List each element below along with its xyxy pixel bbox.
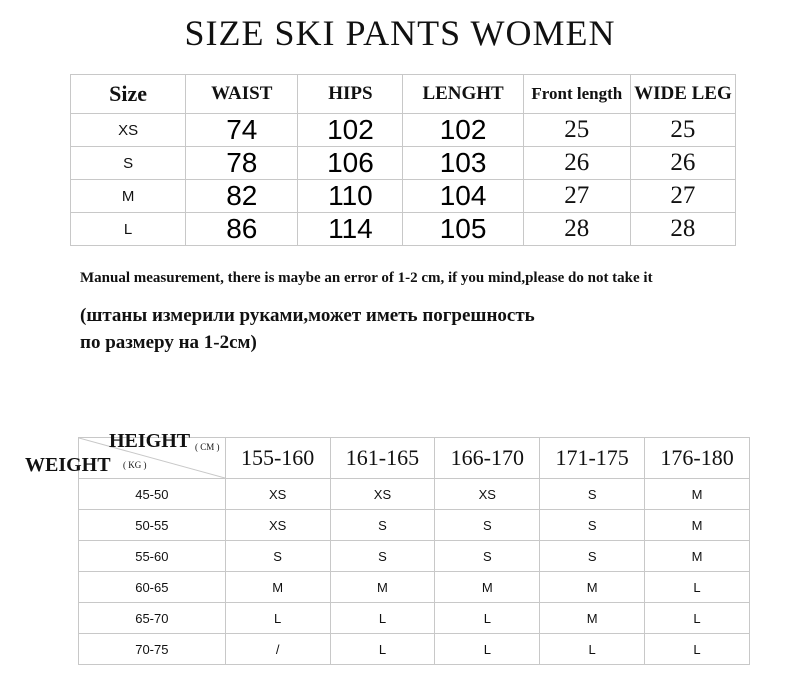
measurement-note-ru-line1: (штаны измерили руками,может иметь погрешность <box>80 305 535 326</box>
waist-cell: 78 <box>186 147 298 180</box>
table-header-row <box>79 438 750 479</box>
wide-leg-cell: 25 <box>630 114 735 147</box>
weight-range-cell: 55-60 <box>79 541 226 572</box>
waist-cell: 86 <box>186 213 298 246</box>
hips-cell: 106 <box>298 147 403 180</box>
size-cell: L <box>435 634 540 665</box>
size-cell: L <box>645 603 750 634</box>
front-length-cell: 25 <box>523 114 630 147</box>
header-size: Size <box>71 75 186 114</box>
front-length-cell: 28 <box>523 213 630 246</box>
size-cell: L <box>225 603 330 634</box>
front-length-cell: 26 <box>523 147 630 180</box>
size-cell: M <box>71 180 186 213</box>
front-length-cell: 27 <box>523 180 630 213</box>
weight-range-cell: 50-55 <box>79 510 226 541</box>
hips-cell: 114 <box>298 213 403 246</box>
header-wide-leg: WIDE LEG <box>630 75 735 114</box>
size-cell: L <box>540 634 645 665</box>
height-label: HEIGHT <box>109 430 191 452</box>
table-row <box>79 510 750 541</box>
table-row <box>79 634 750 665</box>
height-range-header: 171-175 <box>540 438 645 479</box>
size-cell: M <box>330 572 435 603</box>
table-row <box>71 213 736 246</box>
page-title: SIZE SKI PANTS WOMEN <box>184 13 616 53</box>
height-unit: ( CM ) <box>195 442 220 452</box>
size-cell: S <box>435 510 540 541</box>
header-front-length: Front length <box>523 75 630 114</box>
size-cell: L <box>330 634 435 665</box>
table-row <box>79 479 750 510</box>
measurement-note-ru-line2: по размеру на 1-2см) <box>80 332 257 353</box>
height-range-header: 161-165 <box>330 438 435 479</box>
size-cell: M <box>435 572 540 603</box>
height-range-header: 166-170 <box>435 438 540 479</box>
size-cell: S <box>330 510 435 541</box>
size-cell: M <box>645 479 750 510</box>
measurement-note-ru <box>80 302 535 356</box>
length-cell: 102 <box>403 114 523 147</box>
table-row <box>79 541 750 572</box>
size-cell: S <box>540 510 645 541</box>
size-cell: M <box>645 510 750 541</box>
size-cell: M <box>645 541 750 572</box>
height-range-header: 176-180 <box>645 438 750 479</box>
waist-cell: 74 <box>186 114 298 147</box>
table-header-row <box>71 75 736 114</box>
size-cell: S <box>435 541 540 572</box>
size-cell: S <box>71 147 186 180</box>
corner-header-cell <box>25 430 226 479</box>
weight-range-cell: 70-75 <box>79 634 226 665</box>
size-cell: S <box>540 541 645 572</box>
weight-unit: ( KG ) <box>123 460 147 470</box>
length-cell: 104 <box>403 180 523 213</box>
size-cell: L <box>435 603 540 634</box>
wide-leg-cell: 27 <box>630 180 735 213</box>
weight-range-cell: 60-65 <box>79 572 226 603</box>
measurement-note: Manual measurement, there is maybe an error of 1-2 cm, if you mind,please do not take it <box>80 270 653 286</box>
table-row <box>79 572 750 603</box>
size-cell: XS <box>330 479 435 510</box>
height-weight-table <box>25 430 750 665</box>
size-cell: L <box>645 572 750 603</box>
size-cell: M <box>540 572 645 603</box>
size-cell: XS <box>435 479 540 510</box>
table-row <box>71 147 736 180</box>
size-cell: XS <box>71 114 186 147</box>
waist-cell: 82 <box>186 180 298 213</box>
length-cell: 105 <box>403 213 523 246</box>
size-cell: L <box>71 213 186 246</box>
height-range-header: 155-160 <box>225 438 330 479</box>
size-cell: M <box>540 603 645 634</box>
hips-cell: 102 <box>298 114 403 147</box>
weight-range-cell: 45-50 <box>79 479 226 510</box>
wide-leg-cell: 28 <box>630 213 735 246</box>
table-row <box>71 114 736 147</box>
size-cell: XS <box>225 479 330 510</box>
size-chart-table <box>70 74 736 246</box>
size-cell: S <box>330 541 435 572</box>
header-hips: HIPS <box>298 75 403 114</box>
size-cell: L <box>645 634 750 665</box>
size-cell: S <box>225 541 330 572</box>
weight-label: WEIGHT <box>25 454 111 476</box>
table-row <box>71 180 736 213</box>
size-cell: L <box>330 603 435 634</box>
size-cell: / <box>225 634 330 665</box>
size-cell: XS <box>225 510 330 541</box>
table-row <box>79 603 750 634</box>
header-waist: WAIST <box>186 75 298 114</box>
wide-leg-cell: 26 <box>630 147 735 180</box>
weight-range-cell: 65-70 <box>79 603 226 634</box>
size-cell: M <box>225 572 330 603</box>
header-length: LENGHT <box>403 75 523 114</box>
hips-cell: 110 <box>298 180 403 213</box>
size-cell: S <box>540 479 645 510</box>
length-cell: 103 <box>403 147 523 180</box>
